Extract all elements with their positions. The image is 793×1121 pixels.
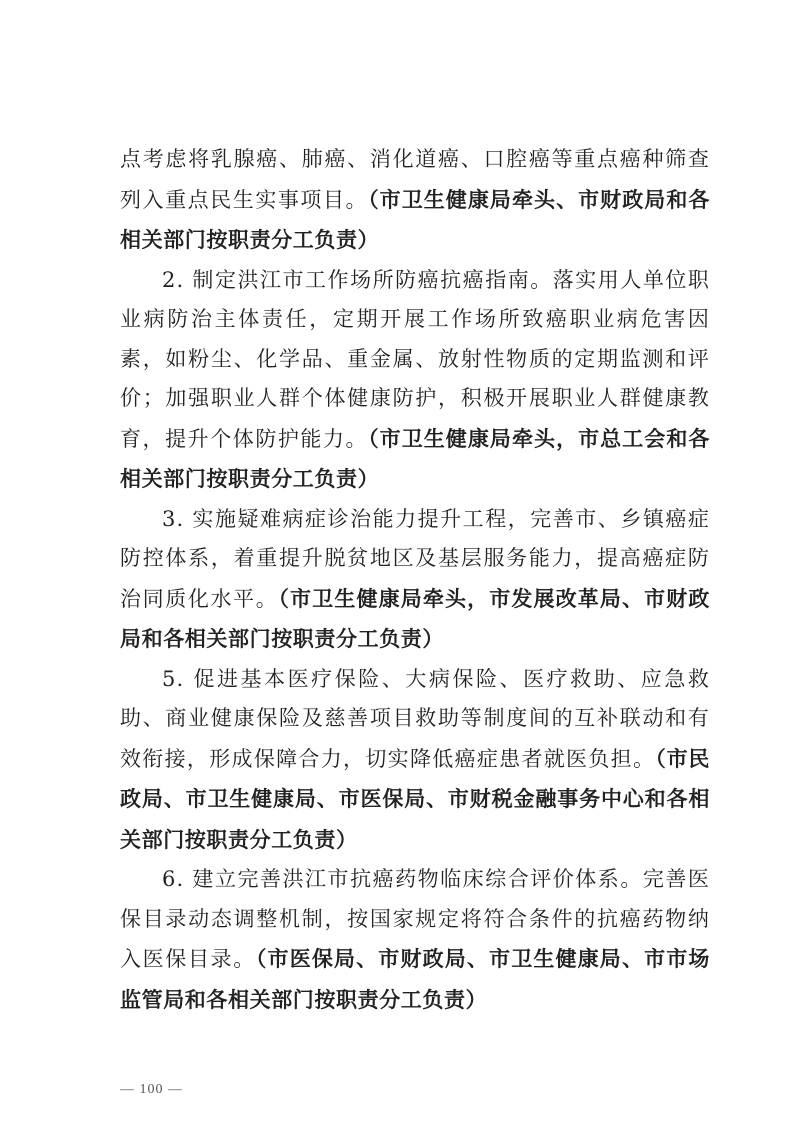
document-body (120, 140, 710, 1020)
paragraph-text: 5. 促进基本医疗保险、大病保险、医疗救助、应急救助、商业健康保险及慈善项目救助等制度间的互补联动和有效衔接，形成保障合力，切实降低癌症患者就医负担。 (120, 666, 710, 771)
responsibility-note: （市医保局、市财政局、市卫生健康局、市市场监管局和各相关部门按职责分工负责） (120, 946, 710, 1012)
page-number: — 100 — (120, 1082, 183, 1097)
responsibility-note: （市卫生健康局牵头，市总工会和各相关部门按职责分工负责） (120, 425, 710, 491)
paragraph-text: 点考虑将乳腺癌、肺癌、消化道癌、口腔癌等重点癌种筛查列入重点民生实事项目。 (120, 147, 710, 212)
paragraph-item-5 (120, 660, 710, 861)
paragraph-item-2 (120, 261, 710, 500)
responsibility-note: （市卫生健康局牵头、市财政局和各相关部门按职责分工负责） (120, 186, 710, 252)
paragraph-text: 3. 实施疑难病症诊治能力提升工程，完善市、乡镇癌症防控体系，着重提升脱贫地区及基层服务能力，提高癌症防治同质化水平。 (120, 506, 710, 611)
responsibility-note: （市卫生健康局牵头，市发展改革局、市财政局和各相关部门按职责分工负责） (120, 585, 711, 651)
paragraph-text: 2. 制定洪江市工作场所防癌抗癌指南。落实用人单位职业病防治主体责任，定期开展工作场所致癌职业病危害因素，如粉尘、化学品、重金属、放射性物质的定期监测和评价；加强职业人群个体健康防护，积极开展职业人群健康教育，提升个体防护能力。 (120, 267, 710, 451)
responsibility-note: （市民政局、市卫生健康局、市医保局、市财税金融事务中心和各相关部门按职责分工负责） (120, 745, 710, 852)
paragraph-item-6 (120, 860, 710, 1020)
paragraph-continuation (120, 140, 710, 261)
paragraph-text: 6. 建立完善洪江市抗癌药物临床综合评价体系。完善医保目录动态调整机制，按国家规定将符合条件的抗癌药物纳入医保目录。 (120, 867, 710, 971)
paragraph-item-3 (120, 500, 710, 660)
